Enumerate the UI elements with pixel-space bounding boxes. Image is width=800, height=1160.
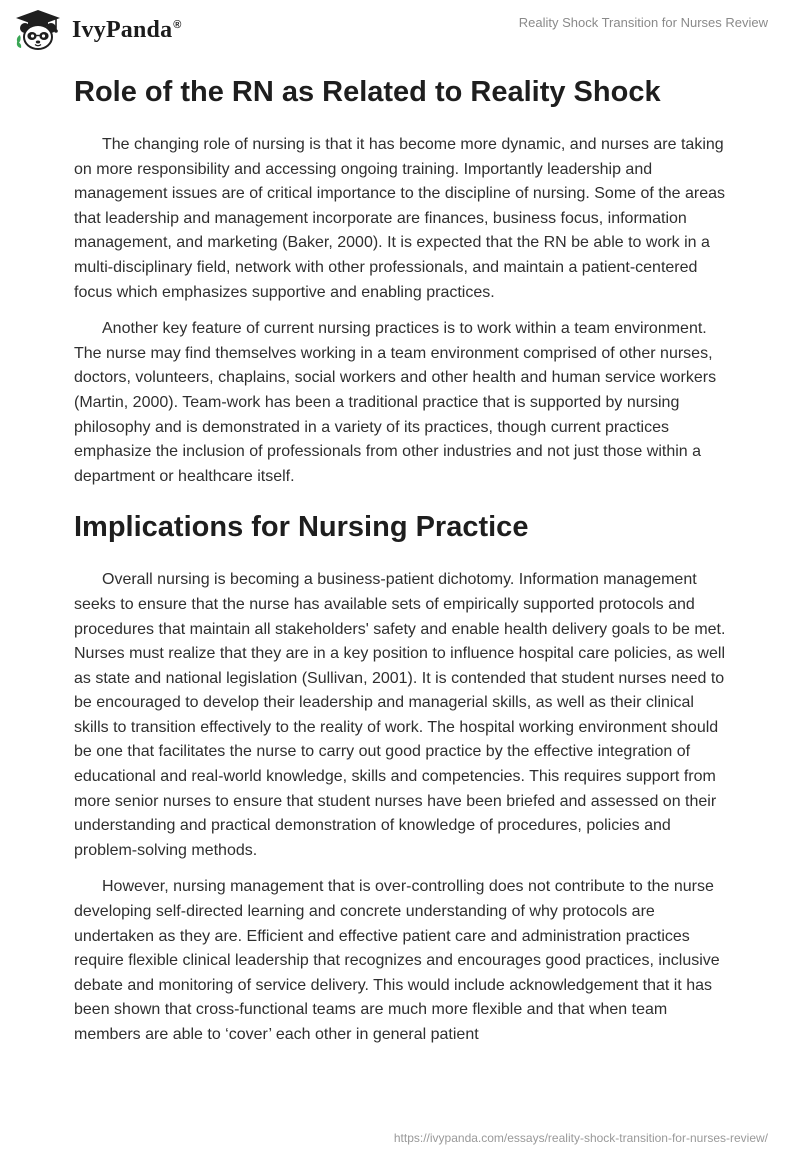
brand-logo[interactable] — [14, 8, 182, 52]
page-header — [0, 0, 800, 60]
essay-body — [74, 72, 726, 1048]
paragraph: The changing role of nursing is that it has become more dynamic, and nurses are taking on more responsibility and accessing ongoing training. Importantly leadership and management issues are of critical importance to the discipline of nursing. Some of the areas that leadership and management incorporate are finances, business focus, information management, and marketing (Baker, 2000). It is expected that the RN be able to work in a multi-disciplinary field, network with other professionals, and maintain a patient-centered focus which emphasizes supportive and enabling practices. — [74, 136, 725, 301]
paragraph: Overall nursing is becoming a business-patient dichotomy. Information management seeks to ensure that the nurse has available sets of empirically supported protocols and procedures that maintain all stakeholders' safety and enable health delivery goals to be met. Nurses must realize that they are in a key position to influence hospital care policies, as well as state and national legislation (Sullivan, 2001). It is contended that student nurses need to be encouraged to develop their leadership and managerial skills, as well as their clinical skills to transition effectively to the reality of work. The hospital working environment should be one that facilitates the nurse to carry out good practice by the effective integration of educational and real-world knowledge, skills and competencies. This requires support from more senior nurses to ensure that student nurses have been briefed and assessed on their understanding and practical demonstration of knowledge of procedures, policies and problem-solving methods. — [74, 571, 726, 859]
section-heading-role-of-rn: Role of the RN as Related to Reality Shock — [74, 76, 661, 108]
section-heading-implications: Implications for Nursing Practice — [74, 511, 529, 544]
brand-name: IvyPanda® — [72, 16, 182, 43]
panda-graduate-icon — [14, 8, 62, 52]
paragraph: However, nursing management that is over-controlling does not contribute to the nurse developing self-directed learning and concrete understanding of why protocols are undertaken as they are. Efficient and effective patient care and administration practices require flexible clinical leadership that recognizes and encourages good practices, inclusive debate and monitoring of service delivery. This would include acknowledgement that it has been shown that cross-functional teams are much more flexible and that when team members are able to ‘cover’ each other in general patient — [74, 878, 720, 1043]
paragraph: Another key feature of current nursing practices is to work within a team environment. The nurse may find themselves working in a team environment comprised of other nurses, doctors, volunteers, chaplains, social workers and other health and human service workers (Martin, 2000). Team-work has been a traditional practice that is supported by nursing philosophy and is demonstrated in a variety of its practices, though current practices emphasize the inclusion of professionals from other industries and not just those within a department or healthcare itself. — [74, 320, 717, 485]
document-title: Reality Shock Transition for Nurses Review — [518, 15, 768, 30]
source-url-link[interactable]: https://ivypanda.com/essays/reality-shock-transition-for-nurses-review/ — [393, 1131, 768, 1145]
registered-mark: ® — [173, 18, 182, 31]
